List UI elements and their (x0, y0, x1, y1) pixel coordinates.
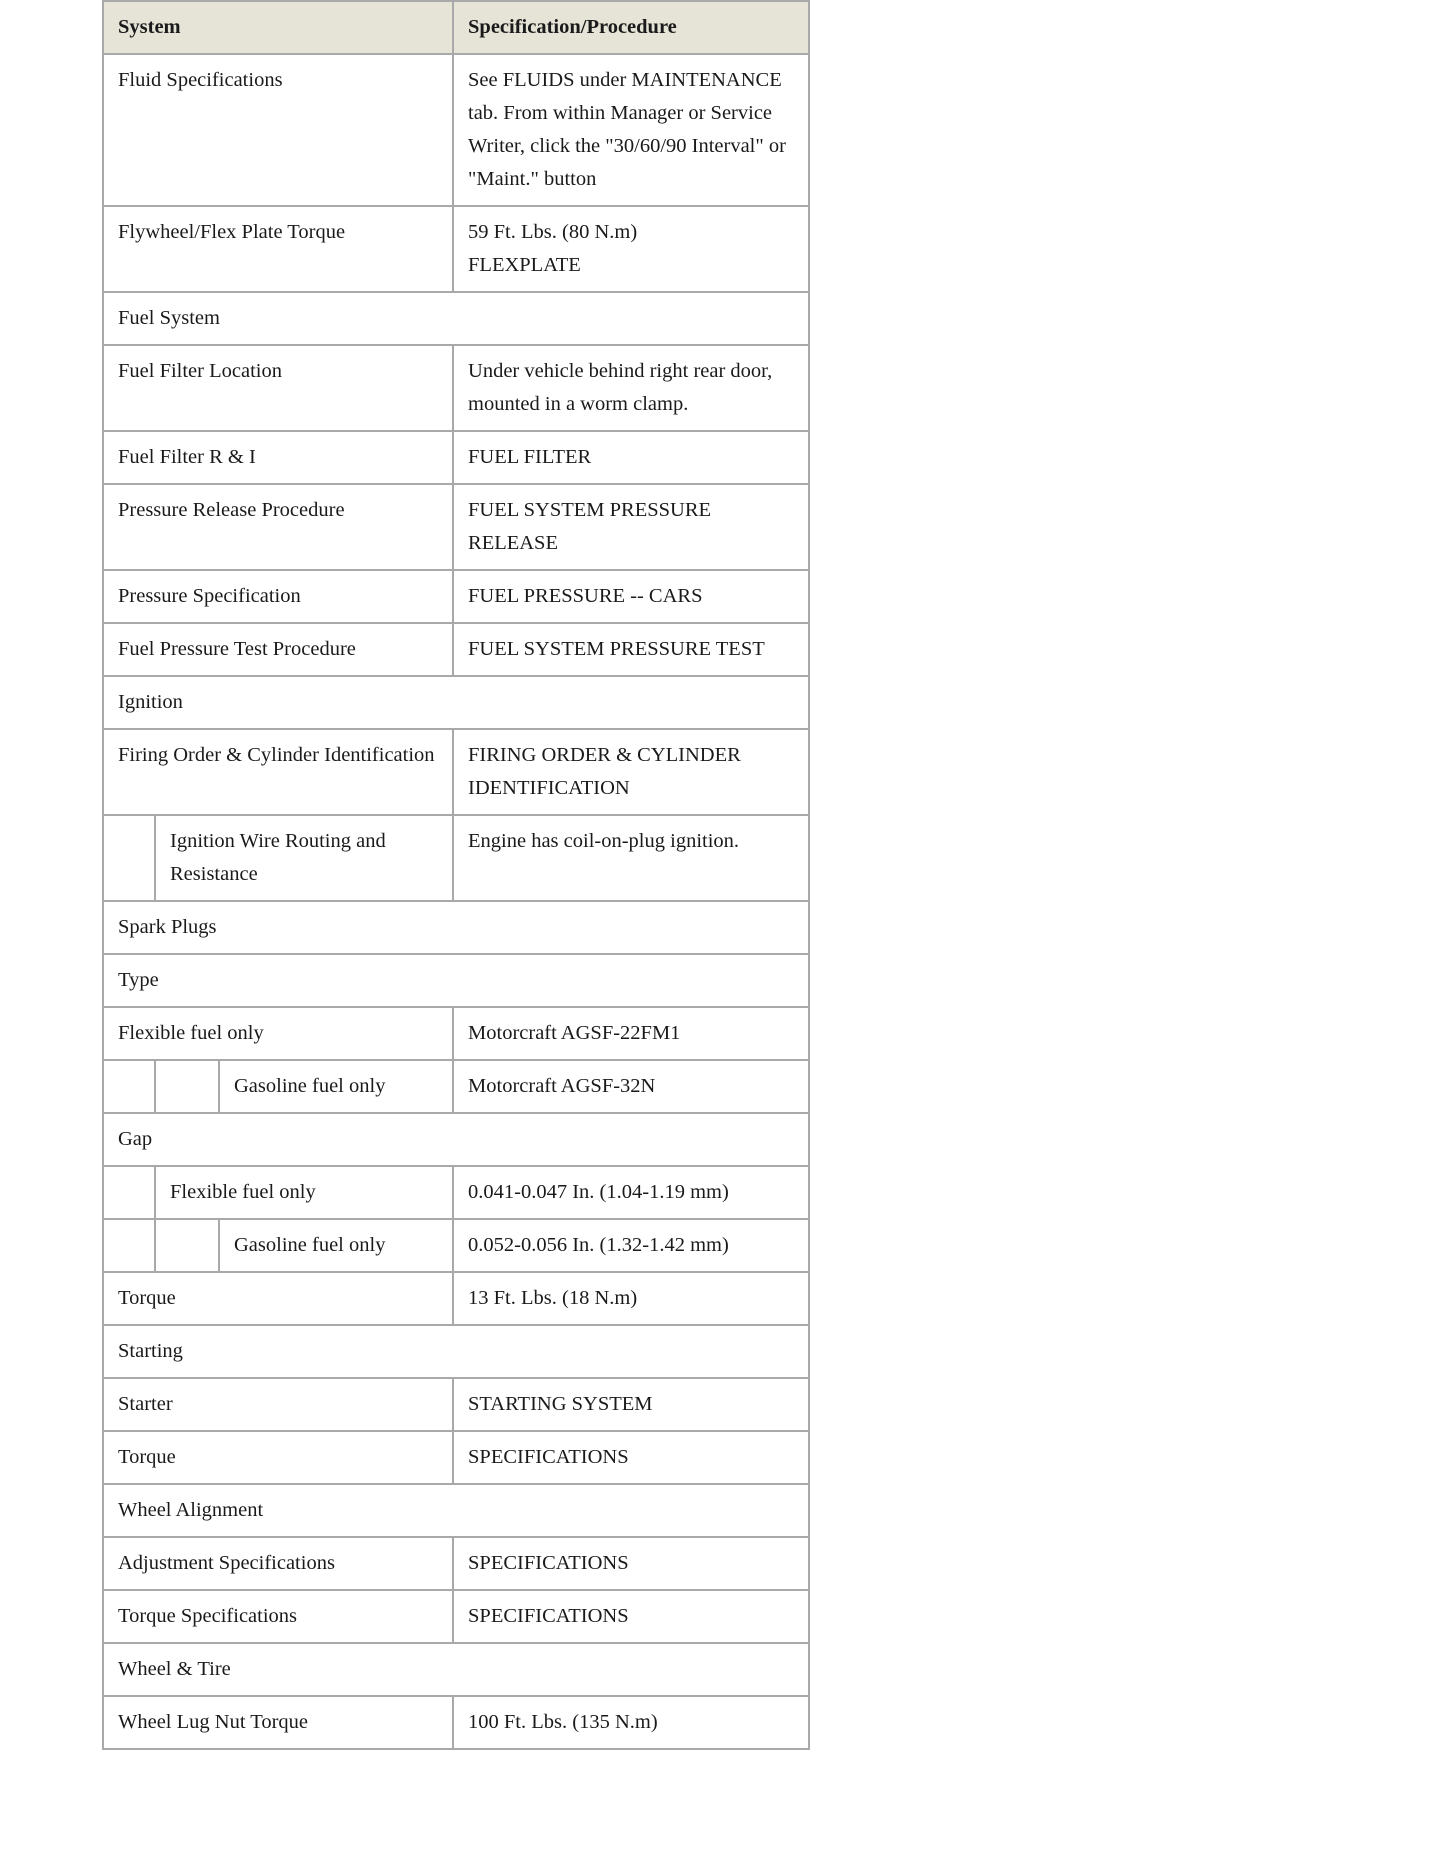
table-header-row (103, 1, 809, 54)
table-row (103, 1537, 809, 1590)
table-row (103, 1696, 809, 1749)
system-cell: Fuel Filter Location (103, 345, 453, 431)
indent-cell (155, 1060, 219, 1113)
table-row (103, 570, 809, 623)
table-row (103, 1166, 809, 1219)
section-row (103, 292, 809, 345)
section-row (103, 1484, 809, 1537)
table-row (103, 54, 809, 206)
spec-cell: 13 Ft. Lbs. (18 N.m) (453, 1272, 809, 1325)
table-row (103, 1219, 809, 1272)
spec-cell: Engine has coil-on-plug ignition. (453, 815, 809, 901)
system-cell: Fluid Specifications (103, 54, 453, 206)
subsection-title: Type (103, 954, 809, 1007)
spec-cell: 0.052-0.056 In. (1.32-1.42 mm) (453, 1219, 809, 1272)
spec-cell: Motorcraft AGSF-22FM1 (453, 1007, 809, 1060)
spec-cell: Under vehicle behind right rear door, mounted in a worm clamp. (453, 345, 809, 431)
spec-cell: SPECIFICATIONS (453, 1431, 809, 1484)
spec-cell: STARTING SYSTEM (453, 1378, 809, 1431)
system-cell: Starter (103, 1378, 453, 1431)
section-title: Spark Plugs (103, 901, 809, 954)
indent-cell (155, 1219, 219, 1272)
spec-cell: FUEL PRESSURE -- CARS (453, 570, 809, 623)
section-row (103, 676, 809, 729)
spec-cell: Motorcraft AGSF-32N (453, 1060, 809, 1113)
section-row (103, 901, 809, 954)
section-title: Wheel Alignment (103, 1484, 809, 1537)
system-cell: Torque (103, 1431, 453, 1484)
spec-cell (453, 206, 809, 292)
system-cell: Torque (103, 1272, 453, 1325)
indent-cell (103, 1219, 155, 1272)
system-cell: Flexible fuel only (103, 1007, 453, 1060)
table-row (103, 484, 809, 570)
system-cell: Flywheel/Flex Plate Torque (103, 206, 453, 292)
spec-cell: FUEL FILTER (453, 431, 809, 484)
system-cell: Pressure Specification (103, 570, 453, 623)
spec-cell: FIRING ORDER & CYLINDER IDENTIFICATION (453, 729, 809, 815)
table-row (103, 1431, 809, 1484)
system-cell: Wheel Lug Nut Torque (103, 1696, 453, 1749)
system-cell: Adjustment Specifications (103, 1537, 453, 1590)
system-cell: Fuel Pressure Test Procedure (103, 623, 453, 676)
section-title: Ignition (103, 676, 809, 729)
spec-line: 59 Ft. Lbs. (80 N.m) (468, 221, 638, 243)
indent-cell (103, 815, 155, 901)
system-cell: Flexible fuel only (155, 1166, 453, 1219)
spec-line: FLEXPLATE (468, 254, 581, 276)
system-cell: Gasoline fuel only (219, 1219, 453, 1272)
indent-cell (103, 1060, 155, 1113)
table-row (103, 1060, 809, 1113)
system-cell: Torque Specifications (103, 1590, 453, 1643)
section-title: Wheel & Tire (103, 1643, 809, 1696)
table-row (103, 1590, 809, 1643)
system-cell: Ignition Wire Routing and Resistance (155, 815, 453, 901)
spec-cell: SPECIFICATIONS (453, 1537, 809, 1590)
subsection-row (103, 1113, 809, 1166)
specifications-table (102, 0, 810, 1750)
section-row (103, 1325, 809, 1378)
spec-cell: 0.041-0.047 In. (1.04-1.19 mm) (453, 1166, 809, 1219)
system-cell: Fuel Filter R & I (103, 431, 453, 484)
table-row (103, 1378, 809, 1431)
table-row (103, 1272, 809, 1325)
table-row (103, 206, 809, 292)
header-system: System (103, 1, 453, 54)
table-row (103, 431, 809, 484)
section-title: Starting (103, 1325, 809, 1378)
system-cell: Gasoline fuel only (219, 1060, 453, 1113)
system-cell: Firing Order & Cylinder Identification (103, 729, 453, 815)
table-row (103, 815, 809, 901)
subsection-title: Gap (103, 1113, 809, 1166)
spec-cell: SPECIFICATIONS (453, 1590, 809, 1643)
subsection-row (103, 954, 809, 1007)
spec-cell: 100 Ft. Lbs. (135 N.m) (453, 1696, 809, 1749)
table-row (103, 345, 809, 431)
indent-cell (103, 1166, 155, 1219)
section-title: Fuel System (103, 292, 809, 345)
section-row (103, 1643, 809, 1696)
table-row (103, 729, 809, 815)
header-spec: Specification/Procedure (453, 1, 809, 54)
system-cell: Pressure Release Procedure (103, 484, 453, 570)
spec-cell: FUEL SYSTEM PRESSURE RELEASE (453, 484, 809, 570)
spec-cell: FUEL SYSTEM PRESSURE TEST (453, 623, 809, 676)
spec-cell: See FLUIDS under MAINTENANCE tab. From within Manager or Service Writer, click the "30/60/90 Interval" or "Maint." button (453, 54, 809, 206)
table-row (103, 623, 809, 676)
table-row (103, 1007, 809, 1060)
